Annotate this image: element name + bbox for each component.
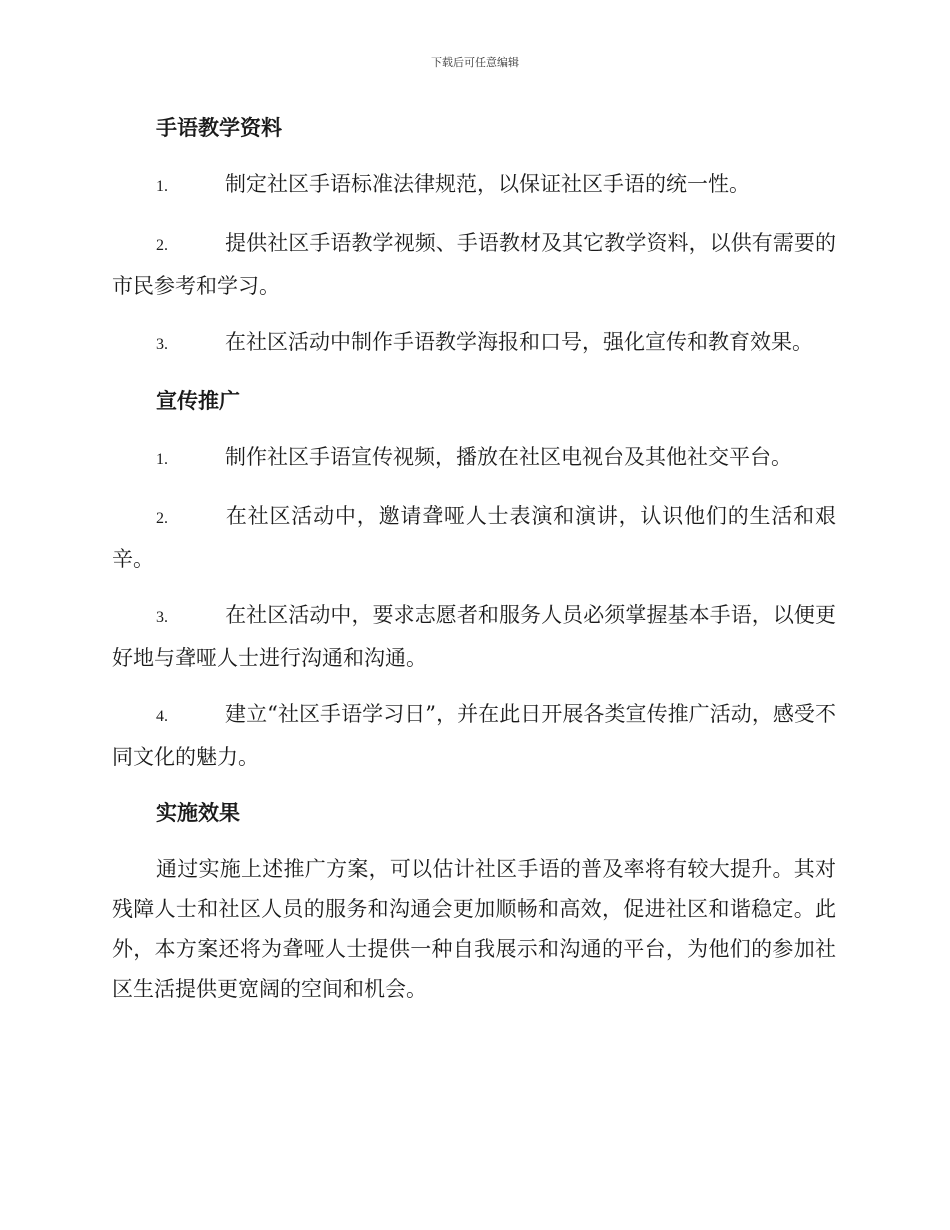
list-item-text: 建立“社区手语学习日”，并在此日开展各类宣传推广活动，感受不同文化的魅力。 <box>112 702 836 769</box>
list-item-number: 1. <box>156 451 168 468</box>
effects-paragraph: 通过实施上述推广方案，可以估计社区手语的普及率将有较大提升。其对残障人士和社区人员的服务和沟通会更加顺畅和高效，促进社区和谐稳定。此外，本方案还将为聋哑人士提供一种自我展示和沟通的平台，为他们的参加社区生活提供更宽阔的空间和机会。 <box>112 857 836 1001</box>
section-heading-teaching-materials: 手语教学资料 <box>156 116 282 140</box>
list-item <box>112 164 836 207</box>
list-item-text: 制定社区手语标准法律规范，以保证社区手语的统一性。 <box>225 172 750 196</box>
list-item-text: 在社区活动中，要求志愿者和服务人员必须掌握基本手语，以便更好地与聋哑人士进行沟通和沟通。 <box>112 603 836 670</box>
list-item <box>112 595 836 678</box>
list-item-text: 在社区活动中制作手语教学海报和口号，强化宣传和教育效果。 <box>225 330 813 354</box>
list-item-number: 4. <box>156 708 168 725</box>
list-item <box>112 496 836 579</box>
list-item-number: 3. <box>156 336 168 353</box>
list-item-text: 制作社区手语宣传视频，播放在社区电视台及其他社交平台。 <box>225 445 792 469</box>
list-item <box>112 322 836 365</box>
list-item-number: 2. <box>156 237 168 254</box>
list-item-number: 2. <box>156 510 168 527</box>
list-item <box>112 223 836 306</box>
header-note: 下载后可任意编辑 <box>431 56 519 69</box>
section-heading-effects: 实施效果 <box>156 801 240 825</box>
list-item-text: 在社区活动中，邀请聋哑人士表演和演讲，认识他们的生活和艰辛。 <box>112 504 836 571</box>
document-body <box>112 108 836 1025</box>
list-item-text: 提供社区手语教学视频、手语教材及其它教学资料，以供有需要的市民参考和学习。 <box>112 231 836 298</box>
list-item <box>112 437 836 480</box>
list-item <box>112 694 836 777</box>
list-item-number: 3. <box>156 609 168 626</box>
list-item-number: 1. <box>156 178 168 195</box>
section-heading-promotion: 宣传推广 <box>156 389 240 413</box>
